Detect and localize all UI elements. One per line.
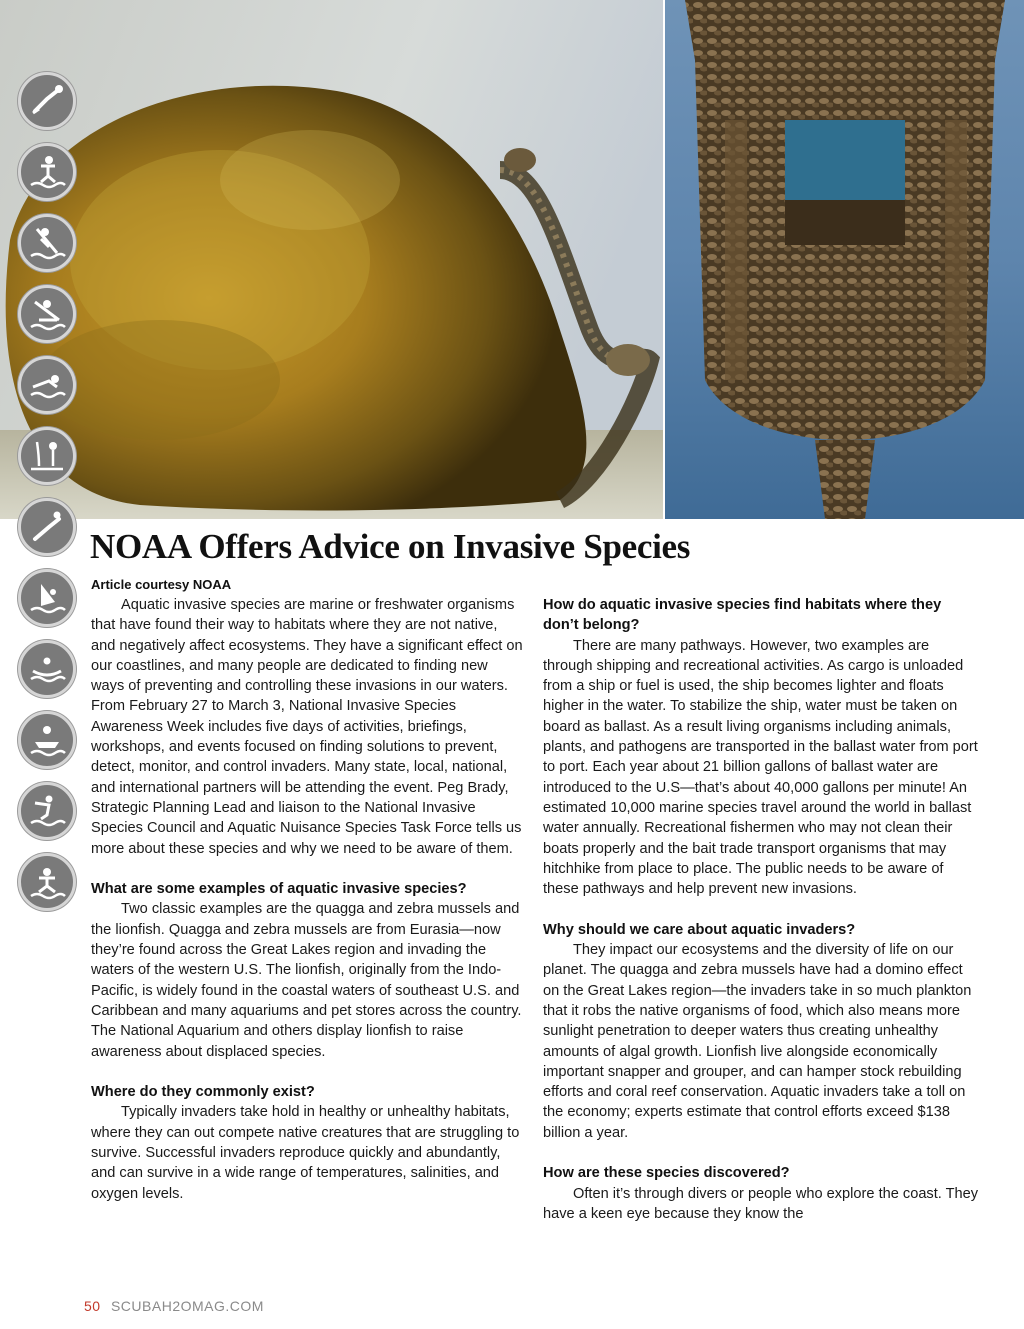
swimmer-icon: [18, 356, 76, 414]
diver-icon: [18, 72, 76, 130]
snorkel-icon: [18, 853, 76, 911]
page-footer: [84, 1298, 264, 1314]
page-number: 50: [84, 1298, 101, 1314]
question-heading: Why should we care about aquatic invaders?: [543, 921, 856, 938]
rower-icon: [18, 214, 76, 272]
mussel-covered-structure-photo: [665, 0, 1024, 519]
answer-paragraph: There are many pathways. However, two examples are through shipping and recreational activities. As cargo is unloaded from a ship or fuel is used, the ship becomes lighter and floats higher in the water. To stabilize the ship, water must be taken on board as ballast. As a result living organisms including animals, plants, and pathogens are transported in the ballast water from port to port. Each year about 21 billion gallons of ballast water are introduced to the U.S—that’s about 40,000 gallons per minute! An estimated 10,000 marine species travel around the world in ballast water annually. Recreational fishermen who may not clean their boats properly and the bait trade transport organisms that may hitchhike from place to place. The public needs to be aware of these pathways and help prevent new invasions.: [543, 637, 978, 898]
site-name: SCUBAH2OMAG.COM: [110, 1298, 264, 1314]
answer-paragraph: Two classic examples are the quagga and zebra mussels and the lionfish. Quagga and zebra mussels are from Eurasia—now they’re found across the Great Lakes region and invading the waters of the western U.S. The lionfish, originally from the Indo-Pacific, is widely found in the coastal waters of southeast U.S. and Caribbean and many aquariums and pet stores across the country. The National Aquarium and others display lionfish to raise awareness about displaced species.: [91, 901, 522, 1060]
fishing-icon: [18, 427, 76, 485]
article-column-right: [543, 595, 979, 1224]
kayak-icon: [18, 285, 76, 343]
answer-paragraph: Often it’s through divers or people who explore the coast. They have a keen eye because they know the: [543, 1185, 979, 1222]
question-heading: What are some examples of aquatic invasive species?: [91, 881, 467, 898]
waterski-icon: [18, 782, 76, 840]
freediver-icon: [18, 498, 76, 556]
canoe-icon: [18, 640, 76, 698]
surfer-icon: [18, 143, 76, 201]
question-heading: How are these species discovered?: [543, 1165, 790, 1182]
answer-paragraph: They impact our ecosystems and the diversity of life on our planet. The quagga and zebra mussels have had a domino effect on the Great Lakes region—the invaders take in so much plankton that it robs the native organisms of food, which also means more sunlight penetration to deeper waters thus creating unhealthy amounts of algal growth. Lionfish live alongside economically important snapper and grouper, and can hamper stock rebuilding efforts and coral reef conservation. Aquatic invaders take a toll on the economy; experts estimate that control efforts exceed $138 billion a year.: [543, 942, 972, 1141]
intro-paragraph: Aquatic invasive species are marine or freshwater organisms that have found their way to habitats where they are not native, and negatively affect ecosystems. They have a significant effect on our coastlines, and many people are dedicated to finding new ways of preventing and controlling these invasions in our waters. From February 27 to March 3, National Invasive Species Awareness Week includes five days of activities, briefings, workshops, and events focused on finding solutions to prevent, detect, monitor, and control invaders. Many state, local, national, and international partners will be attending the event. Peg Brady, Strategic Planning Lead and liaison to the National Invasive Species Council and Aquatic Nuisance Species Task Force tells us more about these species and why we need to be aware of them.: [91, 597, 523, 857]
article-title: NOAA Offers Advice on Invasive Species: [90, 527, 691, 566]
question-heading: How do aquatic invasive species find habitats where they don’t belong?: [543, 597, 942, 634]
mussel-photo: [0, 0, 663, 519]
question-heading: Where do they commonly exist?: [91, 1084, 315, 1101]
windsurfer-icon: [18, 569, 76, 627]
rafting-icon: [18, 711, 76, 769]
byline: Article courtesy NOAA: [91, 577, 232, 592]
answer-paragraph: Typically invaders take hold in healthy or unhealthy habitats, where they can out compete native creatures that are struggling to survive. Successful invaders reproduce quickly and abundantly, and can survive in a wide range of temperatures, salinities, and oxygen levels.: [91, 1104, 520, 1202]
article-column-left: [91, 595, 523, 1204]
